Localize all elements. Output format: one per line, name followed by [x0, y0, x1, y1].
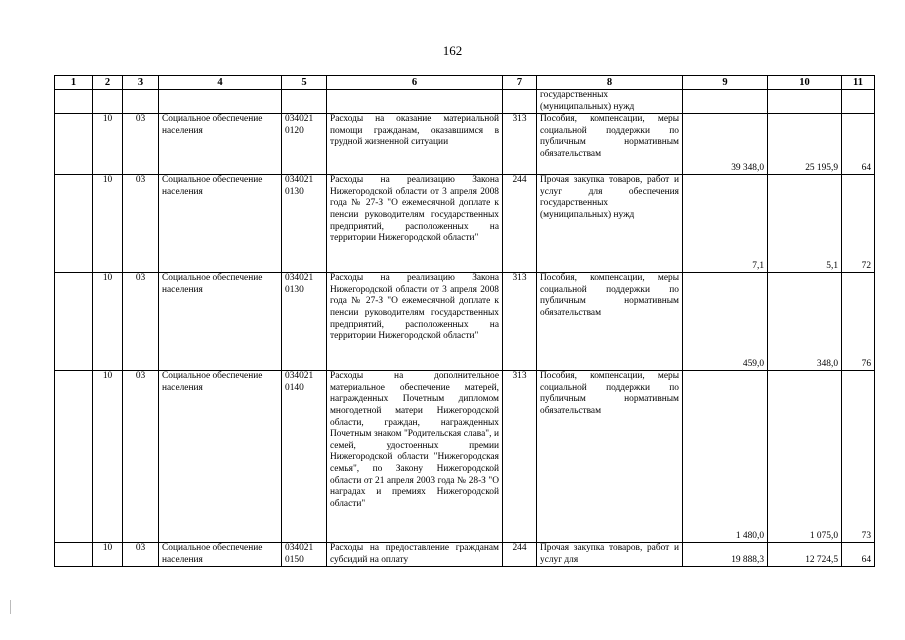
cell-expense-type — [503, 90, 537, 114]
cell-actual: 348,0 — [768, 273, 842, 371]
cell-actual: 1 075,0 — [768, 371, 842, 543]
header-col-8: 8 — [537, 76, 683, 90]
header-col-4: 4 — [159, 76, 282, 90]
cell-subsection: 03 — [123, 543, 159, 567]
header-col-10: 10 — [768, 76, 842, 90]
cell-plan — [683, 90, 768, 114]
cell-expense-type-name: государственных (муниципальных) нужд — [537, 90, 683, 114]
cell-expense-type: 244 — [503, 543, 537, 567]
cell-subsection: 03 — [123, 273, 159, 371]
cell-expense-name: Расходы на реализацию Закона Нижегородской области от 3 апреля 2008 года № 27-З "О ежемесячной доплате к пенсии руководителям государственных предприятий, расположенных на территории Нижегородской области" — [327, 175, 503, 273]
cell-expense-type-name: Пособия, компенсации, меры социальной поддержки по публичным нормативным обязательствам — [537, 114, 683, 175]
table-row — [55, 273, 875, 371]
cell-expense-name: Расходы на предоставление гражданам субсидий на оплату — [327, 543, 503, 567]
header-col-11: 11 — [842, 76, 875, 90]
cell-subsection: 03 — [123, 175, 159, 273]
cell-section: 10 — [93, 175, 123, 273]
cell-plan: 39 348,0 — [683, 114, 768, 175]
header-col-7: 7 — [503, 76, 537, 90]
header-col-9: 9 — [683, 76, 768, 90]
cell-section: 10 — [93, 114, 123, 175]
cell-percent: 64 — [842, 543, 875, 567]
cell-section-name: Социальное обеспечение населения — [159, 543, 282, 567]
header-col-5: 5 — [282, 76, 327, 90]
cell-expense-name — [327, 90, 503, 114]
cell-percent — [842, 90, 875, 114]
header-col-2: 2 — [93, 76, 123, 90]
cell-expense-name: Расходы на реализацию Закона Нижегородской области от 3 апреля 2008 года № 27-З "О ежемесячной доплате к пенсии руководителям государственных предприятий, расположенных на территории Нижегородской области" — [327, 273, 503, 371]
table-row — [55, 175, 875, 273]
cell-plan: 19 888,3 — [683, 543, 768, 567]
cell-section — [93, 90, 123, 114]
cell-section-name: Социальное обеспечение населения — [159, 175, 282, 273]
cell-percent: 64 — [842, 114, 875, 175]
cell-section: 10 — [93, 371, 123, 543]
cell-percent: 76 — [842, 273, 875, 371]
page-number: 162 — [442, 43, 463, 58]
cell-subsection: 03 — [123, 371, 159, 543]
scan-margin-mark — [10, 600, 11, 614]
cell-expense-name: Расходы на дополнительное материальное обеспечение матерей, награжденных Почетным дипломом многодетной матери Нижегородской области, граждан, награжденных Почетным знаком "Родительская слава", и семей, удостоенных премии Нижегородской области "Нижегородская семья", по Закону Нижегородской области от 21 апреля 2003 года № 28-З "О наградах и премиях Нижегородской области" — [327, 371, 503, 543]
cell-expense-type: 313 — [503, 114, 537, 175]
cell-actual: 25 195,9 — [768, 114, 842, 175]
header-col-6: 6 — [327, 76, 503, 90]
cell-target-code — [282, 90, 327, 114]
cell-percent: 72 — [842, 175, 875, 273]
cell-expense-name: Расходы на оказание материальной помощи гражданам, оказавшимся в трудной жизненной ситуации — [327, 114, 503, 175]
cell-section-name: Социальное обеспечение населения — [159, 371, 282, 543]
cell-section: 10 — [93, 543, 123, 567]
cell-col-1 — [55, 175, 93, 273]
cell-expense-type: 313 — [503, 371, 537, 543]
table-row — [55, 114, 875, 175]
cell-col-1 — [55, 114, 93, 175]
cell-expense-type-name: Прочая закупка товаров, работ и услуг для — [537, 543, 683, 567]
cell-plan: 1 480,0 — [683, 371, 768, 543]
cell-actual — [768, 90, 842, 114]
cell-expense-type: 313 — [503, 273, 537, 371]
cell-section-name — [159, 90, 282, 114]
cell-subsection — [123, 90, 159, 114]
cell-target-code: 034021 0130 — [282, 175, 327, 273]
header-row — [55, 76, 875, 90]
cell-target-code: 034021 0130 — [282, 273, 327, 371]
cell-section: 10 — [93, 273, 123, 371]
cell-expense-type: 244 — [503, 175, 537, 273]
budget-table — [54, 75, 875, 567]
cell-section-name: Социальное обеспечение населения — [159, 273, 282, 371]
cell-subsection: 03 — [123, 114, 159, 175]
cell-expense-type-name: Прочая закупка товаров, работ и услуг для обеспечения государственных (муниципальных) нужд — [537, 175, 683, 273]
table-row — [55, 543, 875, 567]
cell-target-code: 034021 0150 — [282, 543, 327, 567]
header-col-3: 3 — [123, 76, 159, 90]
header-col-1: 1 — [55, 76, 93, 90]
cell-section-name: Социальное обеспечение населения — [159, 114, 282, 175]
table-row — [55, 90, 875, 114]
cell-col-1 — [55, 543, 93, 567]
cell-col-1 — [55, 90, 93, 114]
cell-actual: 5,1 — [768, 175, 842, 273]
cell-actual: 12 724,5 — [768, 543, 842, 567]
cell-col-1 — [55, 273, 93, 371]
table-row — [55, 371, 875, 543]
cell-expense-type-name: Пособия, компенсации, меры социальной поддержки по публичным нормативным обязательствам — [537, 273, 683, 371]
cell-expense-type-name: Пособия, компенсации, меры социальной поддержки по публичным нормативным обязательствам — [537, 371, 683, 543]
cell-plan: 459,0 — [683, 273, 768, 371]
cell-percent: 73 — [842, 371, 875, 543]
cell-plan: 7,1 — [683, 175, 768, 273]
cell-col-1 — [55, 371, 93, 543]
cell-target-code: 034021 0140 — [282, 371, 327, 543]
cell-target-code: 034021 0120 — [282, 114, 327, 175]
